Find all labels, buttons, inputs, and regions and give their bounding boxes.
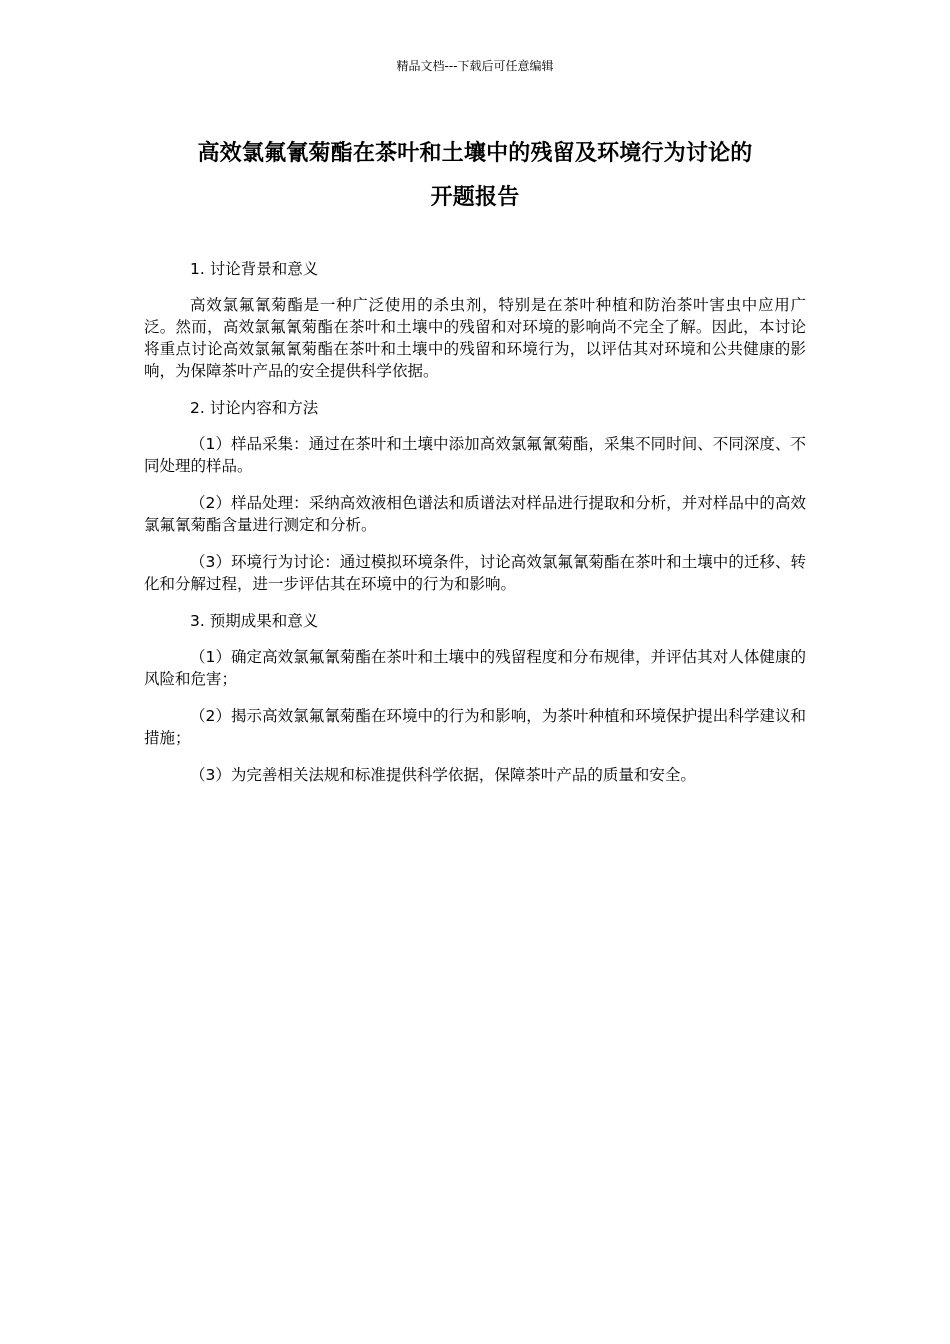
- background-paragraph: 高效氯氟氰菊酯是一种广泛使用的杀虫剂，特别是在茶叶种植和防治茶叶害虫中应用广泛。然而，高效氯氟氰菊酯在茶叶和土壤中的残留和对环境的影响尚不完全了解。因此，本讨论将重点讨论高效氯氟氰菊酯在茶叶和土壤中的残留和环境行为，以评估其对环境和公共健康的影响，为保障茶叶产品的安全提供科学依据。: [144, 296, 806, 380]
- section-heading-methods: 2. 讨论内容和方法: [190, 399, 319, 417]
- title-line-2: 开题报告: [430, 185, 520, 210]
- methods-item-sampling: （1）样品采集：通过在茶叶和土壤中添加高效氯氟氰菊酯，采集不同时间、不同深度、不同处理的样品。: [144, 435, 806, 475]
- section-heading-outcomes: 3. 预期成果和意义: [190, 612, 319, 630]
- section-heading-background: 1. 讨论背景和意义: [190, 260, 319, 278]
- document-title: [145, 132, 805, 220]
- outcomes-item-behavior: （2）揭示高效氯氟氰菊酯在环境中的行为和影响，为茶叶种植和环境保护提出科学建议和措施；: [144, 707, 806, 747]
- outcomes-item-regulation: （3）为完善相关法规和标准提供科学依据，保障茶叶产品的质量和安全。: [190, 766, 696, 784]
- header-note: 精品文档---下载后可任意编辑: [396, 59, 554, 73]
- title-line-1: 高效氯氟氰菊酯在茶叶和土壤中的残留及环境行为讨论的: [197, 141, 753, 166]
- methods-item-environment: （3）环境行为讨论：通过模拟环境条件，讨论高效氯氟氰菊酯在茶叶和土壤中的迁移、转化和分解过程，进一步评估其在环境中的行为和影响。: [144, 553, 806, 593]
- document-body: [144, 258, 806, 801]
- outcomes-item-residue: （1）确定高效氯氟氰菊酯在茶叶和土壤中的残留程度和分布规律，并评估其对人体健康的风险和危害；: [144, 648, 806, 688]
- methods-item-processing: （2）样品处理：采纳高效液相色谱法和质谱法对样品进行提取和分析，并对样品中的高效氯氟氰菊酯含量进行测定和分析。: [144, 494, 806, 534]
